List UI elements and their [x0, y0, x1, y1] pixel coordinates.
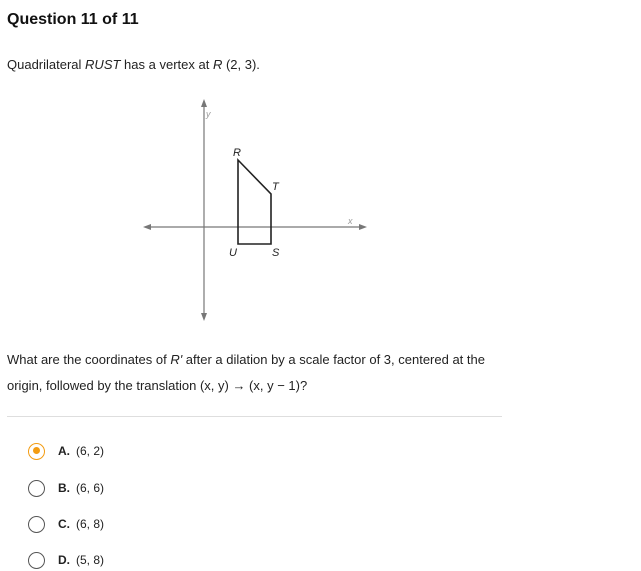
divider: [7, 416, 502, 417]
choice-letter: D.: [58, 553, 70, 567]
vertex-label-r: R: [233, 147, 241, 159]
radio-button-selected[interactable]: [28, 443, 45, 460]
vertex-label-u: U: [229, 247, 237, 259]
vertex-label-s: S: [272, 247, 280, 259]
prompt-text-mid: has a vertex at: [120, 57, 213, 72]
y-axis-top-arrow: [201, 99, 207, 107]
choice-text: (6, 6): [76, 481, 105, 495]
choice-letter: B.: [58, 481, 70, 495]
x-axis-right-arrow: [359, 224, 367, 230]
answer-choice-c[interactable]: [28, 513, 104, 535]
choice-text: (6, 2): [76, 444, 105, 458]
answer-choice-d[interactable]: [28, 549, 104, 571]
answer-choice-a[interactable]: [28, 440, 104, 462]
question-variable: R': [170, 352, 183, 367]
translation-rule: (x, y) → (x, y − 1): [199, 378, 300, 393]
choice-text: (5, 8): [76, 553, 105, 567]
radio-button[interactable]: [28, 516, 45, 533]
shape-name: RUST: [85, 57, 121, 72]
radio-button[interactable]: [28, 480, 45, 497]
quadrilateral-rust: [238, 160, 271, 244]
x-axis-label: x: [348, 216, 353, 226]
x-axis: [143, 224, 367, 230]
y-axis-label: y: [206, 109, 211, 119]
y-axis-bottom-arrow: [201, 313, 207, 321]
answer-choice-b[interactable]: [28, 477, 104, 499]
vertex-coordinates: (2, 3).: [222, 57, 260, 72]
y-axis: [201, 99, 207, 321]
choice-letter: C.: [58, 517, 70, 531]
choice-text: (6, 8): [76, 517, 105, 531]
question-part-1: What are the coordinates of: [7, 352, 171, 367]
question-text: [7, 347, 507, 399]
question-part-2: after a dilation by a scale factor of 3, centered at the origin, followed by the translation: [7, 352, 485, 393]
prompt-text-pre: Quadrilateral: [7, 57, 86, 72]
choice-letter: A.: [58, 444, 70, 458]
question-part-3: ?: [300, 378, 308, 393]
vertex-label-t: T: [272, 181, 279, 193]
vertex-name: R: [212, 57, 223, 72]
x-axis-left-arrow: [143, 224, 151, 230]
question-number-title: Question 11 of 11: [7, 11, 139, 28]
